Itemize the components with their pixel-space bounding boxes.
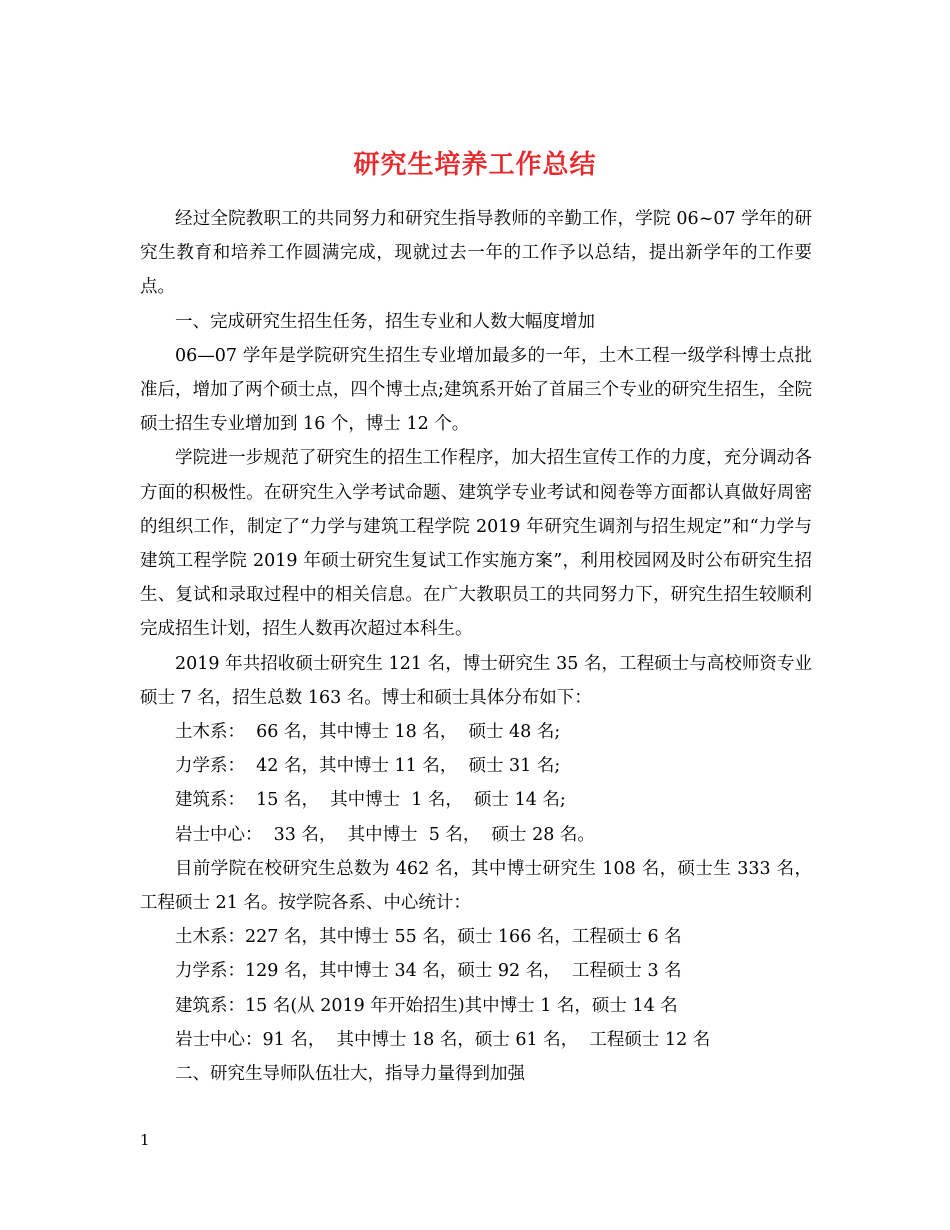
- document-body: [140, 202, 812, 1091]
- paragraph-intro: 经过全院教职工的共同努力和研究生指导教师的辛勤工作，学院 06~07 学年的研究生教育和培养工作圆满完成，现就过去一年的工作予以总结，提出新学年的工作要点。: [140, 209, 812, 298]
- document-title: 研究生培养工作总结: [353, 150, 597, 181]
- page-number: 1: [140, 1131, 150, 1149]
- paragraph-enrollment-procedure: 学院进一步规范了研究生的招生工作程序，加大招生宣传工作的力度，充分调动各方面的积极性。在研究生入学考试命题、建筑学专业考试和阅卷等方面都认真做好周密的组织工作，制定了“力学与建筑工程学院 2019 年研究生调剂与招生规定”和“力学与建筑工程学院 2019 年硕士研究生复试工作实施方案”，利用校园网及时公布研究生招生、复试和录取过程中的相关信息。在广大教职员工的共同努力下，研究生招生较顺利完成招生计划，招生人数再次超过本科生。: [140, 448, 812, 640]
- list-item-mechanics-current: 力学系：129 名，其中博士 34 名，硕士 92 名， 工程硕士 3 名: [175, 961, 682, 982]
- list-item-architecture-current: 建筑系：15 名(从 2019 年开始招生)其中博士 1 名，硕士 14 名: [175, 995, 678, 1016]
- section-heading-1: 一、完成研究生招生任务，招生专业和人数大幅度增加: [175, 311, 595, 332]
- list-item-civil-current: 土木系：227 名，其中博士 55 名，硕士 166 名，工程硕士 6 名: [175, 927, 682, 948]
- list-item-geotech-current: 岩士中心：91 名， 其中博士 18 名，硕士 61 名， 工程硕士 12 名: [175, 1029, 711, 1050]
- list-item-geotech-enrollment: 岩士中心： 33 名， 其中博士 5 名， 硕士 28 名。: [175, 824, 595, 845]
- paragraph-enrollment-majors: 06—07 学年是学院研究生招生专业增加最多的一年，土木工程一级学科博士点批准后，增加了两个硕士点，四个博士点;建筑系开始了首届三个专业的研究生招生，全院硕士招生专业增加到 16 个，博士 12 个。: [140, 345, 812, 435]
- list-item-civil-enrollment: 土木系： 66 名，其中博士 18 名， 硕士 48 名;: [175, 722, 561, 743]
- section-heading-2: 二、研究生导师队伍壮大，指导力量得到加强: [175, 1064, 525, 1085]
- paragraph-current-students: 目前学院在校研究生总数为 462 名，其中博士研究生 108 名，硕士生 333 名，工程硕士 21 名。按学院各系、中心统计：: [140, 858, 812, 914]
- paragraph-enrollment-total: 2019 年共招收硕士研究生 121 名，博士研究生 35 名，工程硕士与高校师资专业硕士 7 名，招生总数 163 名。博士和硕士具体分布如下：: [140, 653, 812, 708]
- list-item-architecture-enrollment: 建筑系： 15 名， 其中博士 1 名， 硕士 14 名;: [175, 790, 566, 811]
- list-item-mechanics-enrollment: 力学系： 42 名，其中博士 11 名， 硕士 31 名;: [175, 756, 561, 777]
